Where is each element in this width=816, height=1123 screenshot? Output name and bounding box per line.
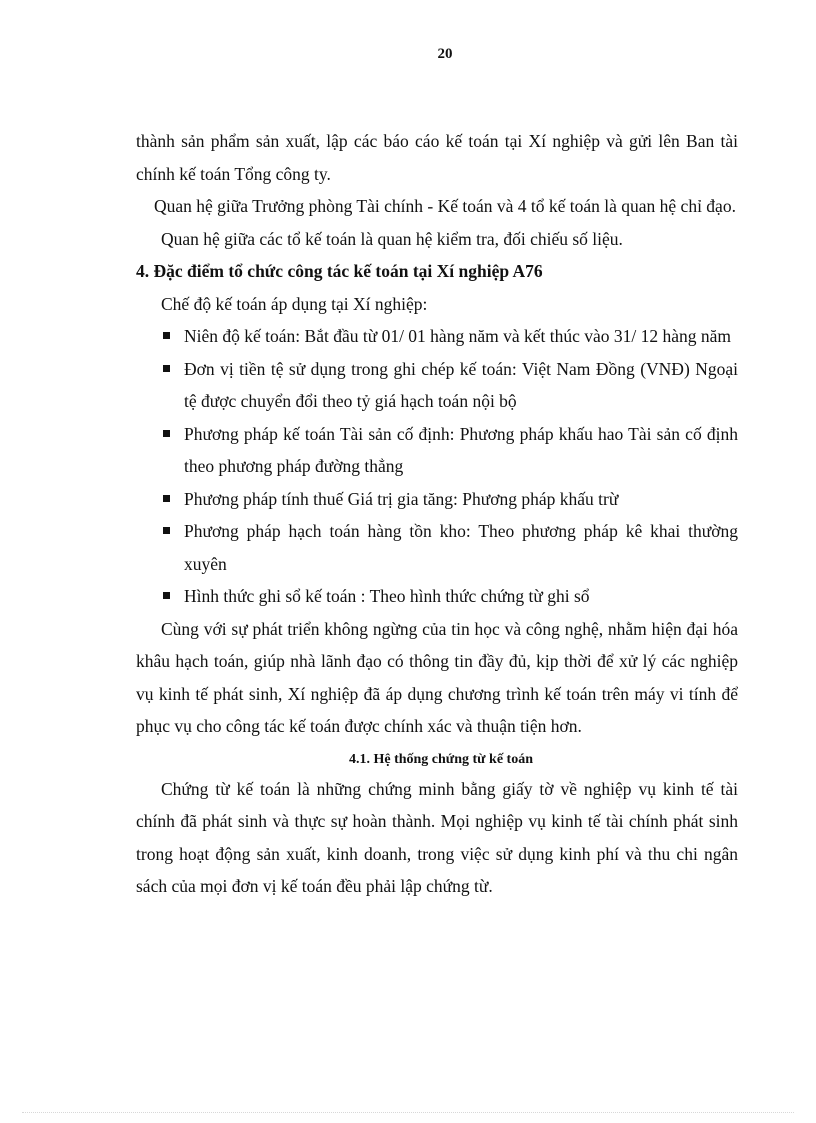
regime-intro: Chế độ kế toán áp dụng tại Xí nghiệp: <box>161 293 428 314</box>
list-item-text: Đơn vị tiền tệ sử dụng trong ghi chép kế toán: Việt Nam Đồng (VNĐ) Ngoại tệ được chuyển đổi theo tỷ giá hạch toán nội bộ <box>184 358 738 411</box>
page-bottom-border <box>22 1112 794 1113</box>
list-item <box>136 418 738 483</box>
page-number: 20 <box>437 46 453 62</box>
document-body <box>136 125 738 903</box>
square-bullet-icon <box>163 527 170 534</box>
list-item-text: Niên độ kế toán: Bắt đầu từ 01/ 01 hàng năm và kết thúc vào 31/ 12 hàng năm <box>184 326 732 346</box>
section-heading: 4. Đặc điểm tổ chức công tác kế toán tại Xí nghiệp A76 <box>136 261 543 281</box>
square-bullet-icon <box>163 592 170 599</box>
square-bullet-icon <box>163 332 170 339</box>
list-item-text: Phương pháp kế toán Tài sản cố định: Phương pháp khấu hao Tài sản cố định theo phương pháp đường thẳng <box>184 423 738 476</box>
paragraph-continuation: thành sản phẩm sản xuất, lập các báo cáo kế toán tại Xí nghiệp và gửi lên Ban tài chính kế toán Tổng công ty. <box>136 131 738 184</box>
list-item-text: Hình thức ghi sổ kế toán : Theo hình thức chứng từ ghi sổ <box>184 586 590 606</box>
paragraph-software: Cùng với sự phát triển không ngừng của tin học và công nghệ, nhằm hiện đại hóa khâu hạch toán, giúp nhà lãnh đạo có thông tin đầy đủ, kịp thời để xử lý các nghiệp vụ kinh tế phát sinh, Xí nghiệp đã áp dụng chương trình kế toán trên máy vi tính để phục vụ cho công tác kế toán được chính xác và thuận tiện hơn. <box>136 618 738 736</box>
subsection-heading: 4.1. Hệ thống chứng từ kế toán <box>348 751 534 767</box>
square-bullet-icon <box>163 495 170 502</box>
accounting-regime-list <box>136 320 738 613</box>
paragraph-relationship-teams: Quan hệ giữa các tổ kế toán là quan hệ kiểm tra, đối chiếu số liệu. <box>161 228 623 249</box>
list-item <box>136 580 738 613</box>
paragraph-relationship-chief: Quan hệ giữa Trưởng phòng Tài chính - Kế toán và 4 tổ kế toán là quan hệ chỉ đạo. <box>154 196 736 216</box>
list-item <box>136 483 738 516</box>
list-item-text: Phương pháp hạch toán hàng tồn kho: Theo phương pháp kê khai thường xuyên <box>184 521 738 574</box>
list-item-text: Phương pháp tính thuế Giá trị gia tăng: Phương pháp khấu trừ <box>184 488 619 509</box>
square-bullet-icon <box>163 365 170 372</box>
list-item <box>136 515 738 580</box>
square-bullet-icon <box>163 430 170 437</box>
paragraph-documents: Chứng từ kế toán là những chứng minh bằng giấy tờ về nghiệp vụ kinh tế tài chính đã phát sinh và thực sự hoàn thành. Mọi nghiệp vụ kinh tế tài chính phát sinh trong hoạt động sản xuất, kinh doanh, trong việc sử dụng kinh phí và thu chi ngân sách của mọi đơn vị kế toán đều phải lập chứng từ. <box>136 778 738 896</box>
list-item <box>136 353 738 418</box>
list-item <box>136 320 738 353</box>
